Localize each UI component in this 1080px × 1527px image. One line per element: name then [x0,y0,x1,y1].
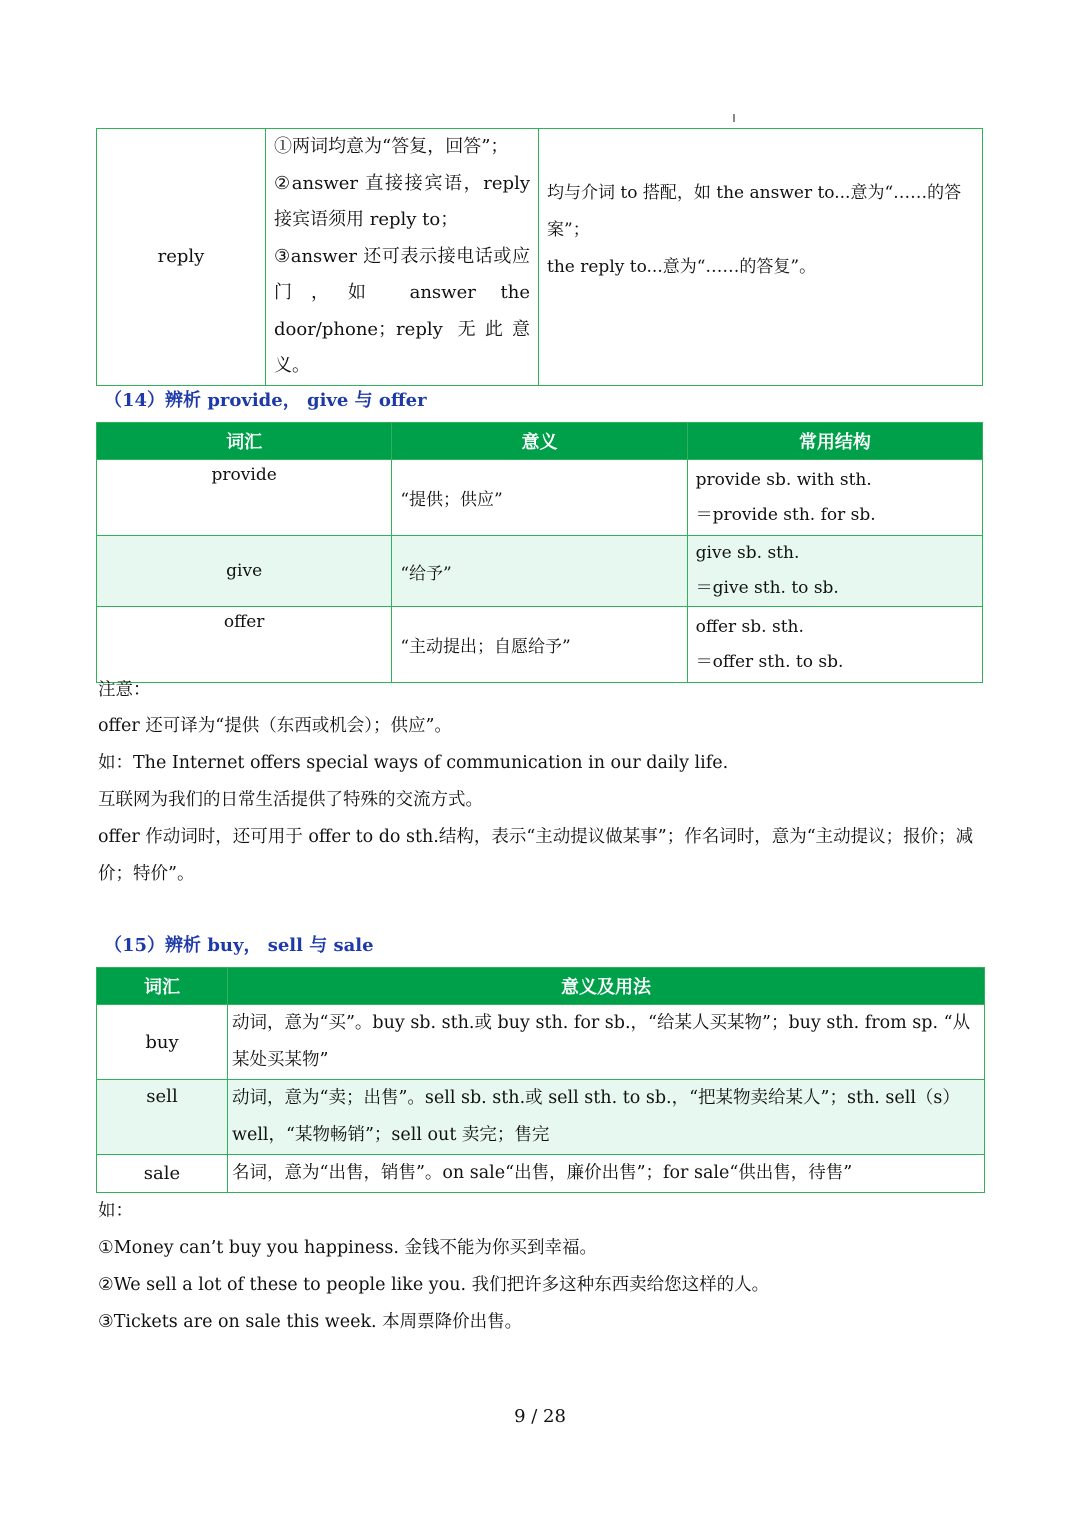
table-row [97,1005,985,1080]
note-line: 互联网为我们的日常生活提供了特殊的交流方式。 [98,790,483,810]
provide-give-offer-table [96,422,983,683]
buy-sell-sale-table [96,967,985,1193]
meaning-cell: “主动提出；自愿给予” [392,607,687,683]
example-line: ②We sell a lot of these to people like you. 我们把许多这种东西卖给您这样的人。 [98,1275,770,1295]
note-line: 如：The Internet offers special ways of communication in our daily life. [98,753,729,773]
meaning-cell: “提供；供应” [392,460,687,536]
word-cell: sale [97,1155,228,1193]
example-line: ③Tickets are on sale this week. 本周票降价出售。 [98,1312,523,1332]
table-row [97,536,983,607]
note-label: 注意： [98,680,151,700]
header-word: 词汇 [97,968,228,1005]
usage-cell: 名词，意为“出售，销售”。on sale“出售，廉价出售”；for sale“供出售，待售” [228,1155,985,1193]
word-cell: provide [97,460,392,536]
usage-cell: 动词，意为“卖；出售”。sell sb. sth.或 sell sth. to sb.，“把某物卖给某人”；sth. sell（s） well，“某物畅销”；sell out 卖完；售完 [228,1080,985,1155]
word-cell: sell [97,1080,228,1155]
table-row [97,1155,985,1193]
table-row [97,460,983,536]
example-label: 如： [98,1201,133,1221]
common-cell: 均与介词 to 搭配，如 the answer to...意为“……的答案”； the reply to...意为“……的答复”。 [539,129,983,386]
header-word: 词汇 [97,423,392,460]
table-header-row [97,968,985,1005]
table-row [97,129,983,386]
word-cell: give [97,536,392,607]
section15-heading: （15）辨析 buy， sell 与 sale [104,935,374,956]
notes-cell: ①两词均意为“答复，回答”； ②answer 直接接宾语，reply 接宾语须用 reply to； ③answer 还可表示接电话或应门，如 answer the door/phone；reply 无此意义。 [266,129,539,386]
structure-cell: provide sb. with sth. ＝provide sth. for sb. [687,460,982,536]
header-meaning: 意义 [392,423,687,460]
structure-cell: give sb. sth. ＝give sth. to sb. [687,536,982,607]
note-line: offer 作动词时，还可用于 offer to do sth.结构，表示“主动提议做某事”；作名词时，意为“主动提议；报价；减价；特价”。 [98,827,974,884]
table-row [97,1080,985,1155]
example-line: ①Money can’t buy you happiness. 金钱不能为你买到幸福。 [98,1238,597,1258]
usage-cell: 动词，意为“买”。buy sb. sth.或 buy sth. for sb.，“给某人买某物”；buy sth. from sp. “从某处买某物” [228,1005,985,1080]
page-mark [733,114,735,122]
page-number: 9 / 28 [514,1406,566,1427]
header-structure: 常用结构 [687,423,982,460]
answer-reply-table [96,128,983,386]
word-cell: buy [97,1005,228,1080]
header-usage: 意义及用法 [228,968,985,1005]
section14-heading: （14）辨析 provide， give 与 offer [104,390,427,411]
table-header-row [97,423,983,460]
structure-cell: offer sb. sth. ＝offer sth. to sb. [687,607,982,683]
meaning-cell: “给予” [392,536,687,607]
word-cell: offer [97,607,392,683]
word-cell: reply [97,129,266,386]
note-line: offer 还可译为“提供（东西或机会）；供应”。 [98,716,452,736]
